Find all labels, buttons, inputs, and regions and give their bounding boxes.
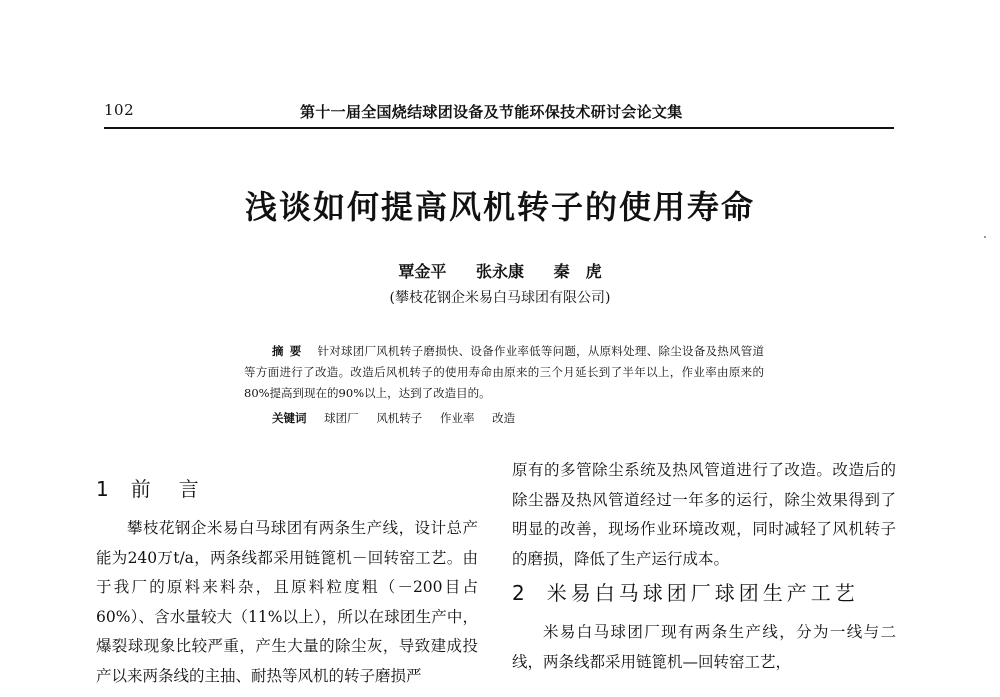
abstract [244,341,764,404]
section-heading [512,578,896,608]
body-paragraph: 攀枝花钢企米易白马球团有两条生产线，设计总产能为240万t/a，两条线都采用链篦机－回转窑工艺。由于我厂的原料来料杂，且原料粒度粗（－200目占60%）、含水量较大（11%以上），所以在球团生产中，爆裂球现象比较严重，产生大量的除尘灰，导致建成投产以来两条线的主抽、耐热等风机的转子磨损严 [96,519,478,685]
section-heading [96,474,478,504]
section-title: 米易白马球团厂球团生产工艺 [546,581,859,605]
abstract-text: 针对球团厂风机转子磨损快、设备作业率低等问题，从原料处理、除尘设备及热风管道等方面进行了改造。改造后风机转子的使用寿命由原来的三个月延长到了半年以上，作业率由原来的80%提高到现在的90%以上，达到了改造目的。 [244,344,764,400]
keyword: 改造 [492,411,516,425]
body-paragraph: 原有的多管除尘系统及热风管道进行了改造。改造后的除尘器及热风管道经过一年多的运行，除尘效果得到了明显的改善，现场作业环境改观，同时减轻了风机转子的磨损，降低了生产运行成本。 [512,461,896,568]
header-rule [104,127,894,129]
abstract-label: 摘要 [272,344,308,358]
section-title: 前 言 [130,477,203,501]
author-list [0,259,1000,282]
running-header: 第十一届全国烧结球团设备及节能环保技术研讨会论文集 [300,103,683,121]
affiliation: (攀枝花钢企米易白马球团有限公司) [389,290,611,306]
page-number: 102 [104,101,135,119]
keyword: 作业率 [439,411,475,425]
right-column [512,456,896,677]
author-name: 秦 虎 [553,262,602,281]
author-name: 张永康 [475,262,524,281]
left-column [96,470,478,691]
keyword: 风机转子 [376,411,423,425]
keywords [244,408,764,429]
keywords-label: 关键词 [272,411,307,425]
section-number: 1 [96,477,109,501]
scan-speck [984,236,986,238]
author-name: 覃金平 [398,262,447,281]
body-paragraph: 米易白马球团厂现有两条生产线，分为一线与二线，两条线都采用链篦机—回转窑工艺， [512,623,896,671]
keyword: 球团厂 [324,411,359,425]
section-number: 2 [512,581,525,605]
paper-title: 浅谈如何提高风机转子的使用寿命 [244,188,755,226]
